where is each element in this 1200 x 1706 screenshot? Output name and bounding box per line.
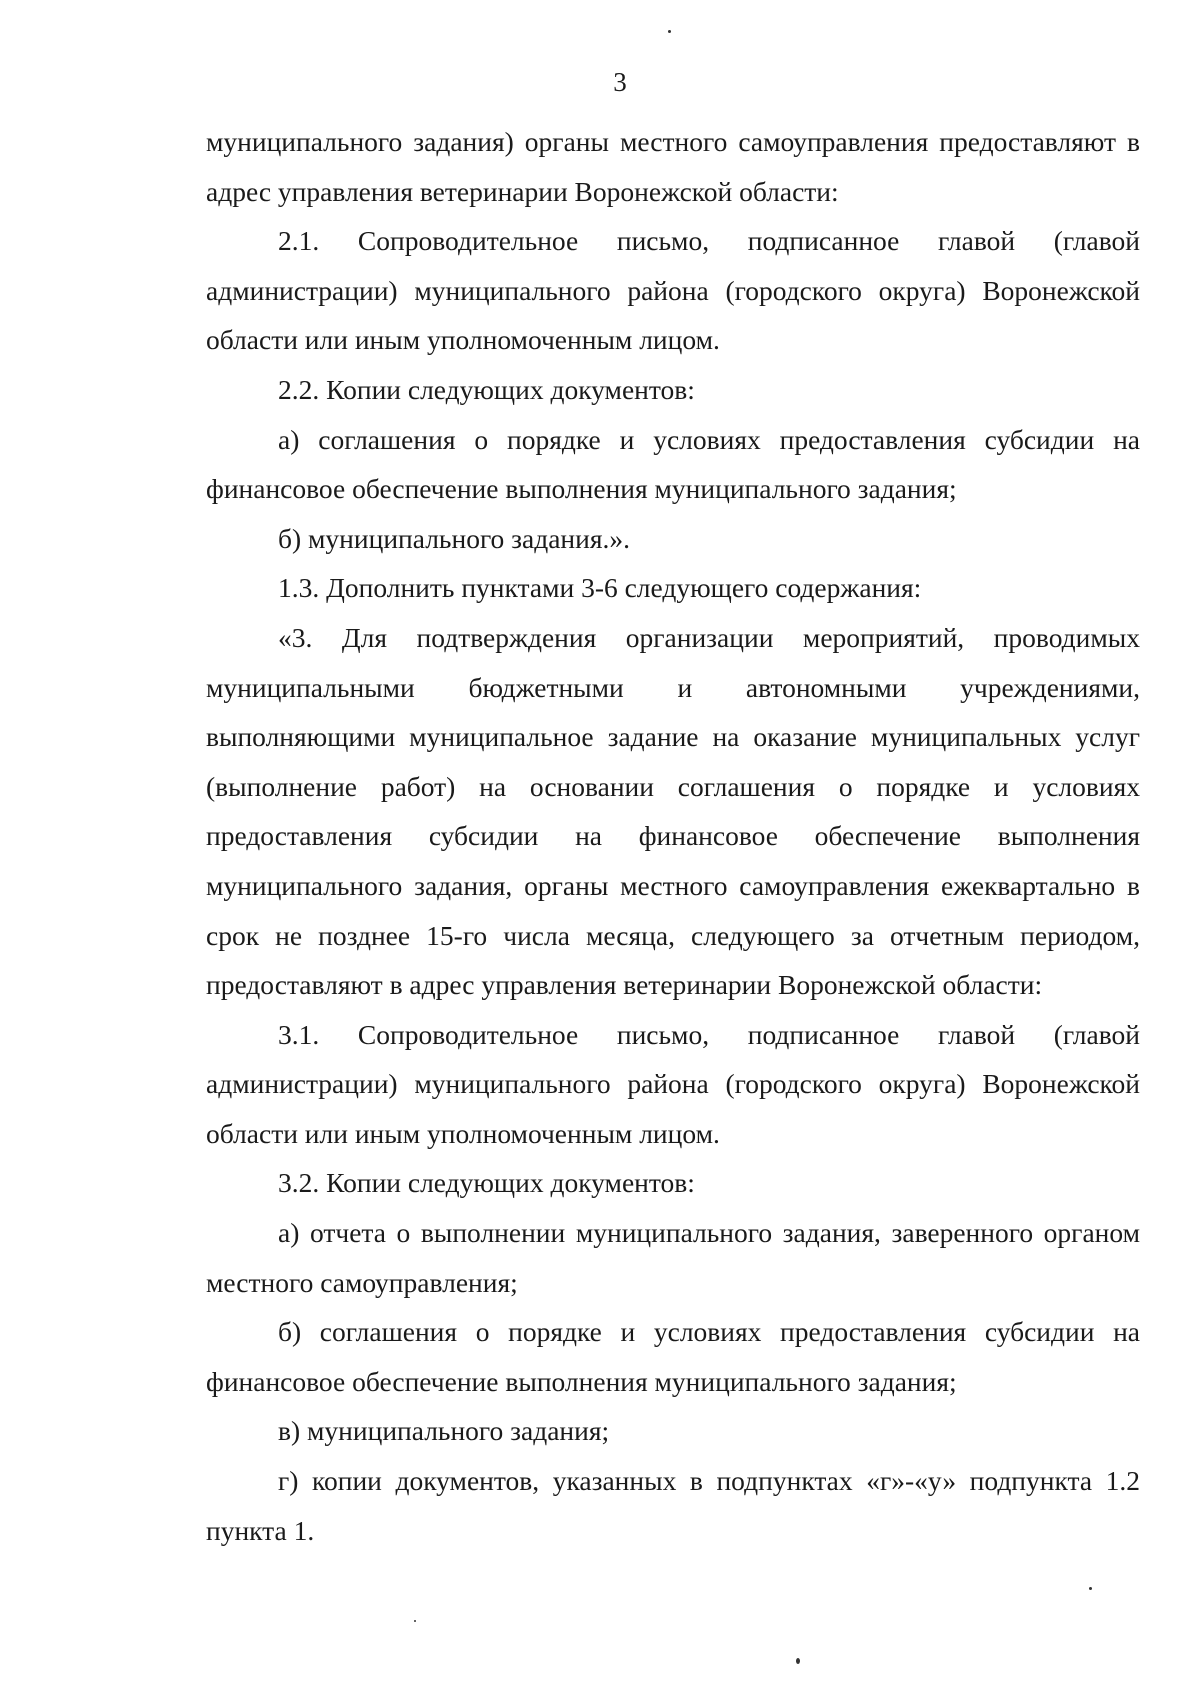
scan-speck xyxy=(796,1658,800,1664)
paragraph-continuation: муниципального задания) органы местного самоуправления предоставляют в адрес управления ветеринарии Воронежской области: xyxy=(206,126,1140,207)
paragraph-2-2-a: а) соглашения о порядке и условиях предоставления субсидии на финансовое обеспечение выполнения муниципального задания; xyxy=(206,423,1140,505)
paragraph-2-1: 2.1. Сопроводительное письмо, подписанное главой (главой администрации) муниципального района (городского округа) Воронежской области или иным уполномоченным лицом. xyxy=(206,225,1140,356)
paragraph-3-2-v: в) муниципального задания; xyxy=(278,1415,610,1447)
page-number: 3 xyxy=(613,67,627,97)
paragraph-3-1: 3.1. Сопроводительное письмо, подписанное главой (главой администрации) муниципального района (городского округа) Воронежской области или иным уполномоченным лицом. xyxy=(206,1018,1140,1149)
scan-speck xyxy=(668,30,671,33)
paragraph-1-3: 1.3. Дополнить пунктами 3-6 следующего содержания: xyxy=(278,572,922,604)
paragraph-3-2-g: г) копии документов, указанных в подпунктах «г»-«у» подпункта 1.2 пункта 1. xyxy=(206,1465,1140,1546)
paragraph-3-2-a: а) отчета о выполнении муниципального задания, заверенного органом местного самоуправления; xyxy=(206,1217,1140,1298)
scan-speck xyxy=(1089,1587,1092,1590)
paragraph-2-2-b: б) муниципального задания.». xyxy=(278,522,631,554)
scan-speck xyxy=(414,1620,416,1622)
paragraph-2-2: 2.2. Копии следующих документов: xyxy=(278,373,695,405)
paragraph-3-2-b: б) соглашения о порядке и условиях предоставления субсидии на финансовое обеспечение выполнения муниципального задания; xyxy=(206,1316,1140,1397)
paragraph-3-2: 3.2. Копии следующих документов: xyxy=(278,1167,695,1199)
paragraph-3: «3. Для подтверждения организации мероприятий, проводимых муниципальными бюджетными и автономными учреждениями, выполняющими муниципальное задание на оказание муниципальных услуг (выполнение работ) на основании соглашения о порядке и условиях предоставления субсидии на финансовое обеспечение выполнения муниципального задания, органы местного самоуправления ежеквартально в срок не позднее 15-го числа месяца, следующего за отчетным периодом, предоставляют в адрес управления ветеринарии Воронежской области: xyxy=(206,621,1140,1001)
document-body xyxy=(206,117,1140,1555)
